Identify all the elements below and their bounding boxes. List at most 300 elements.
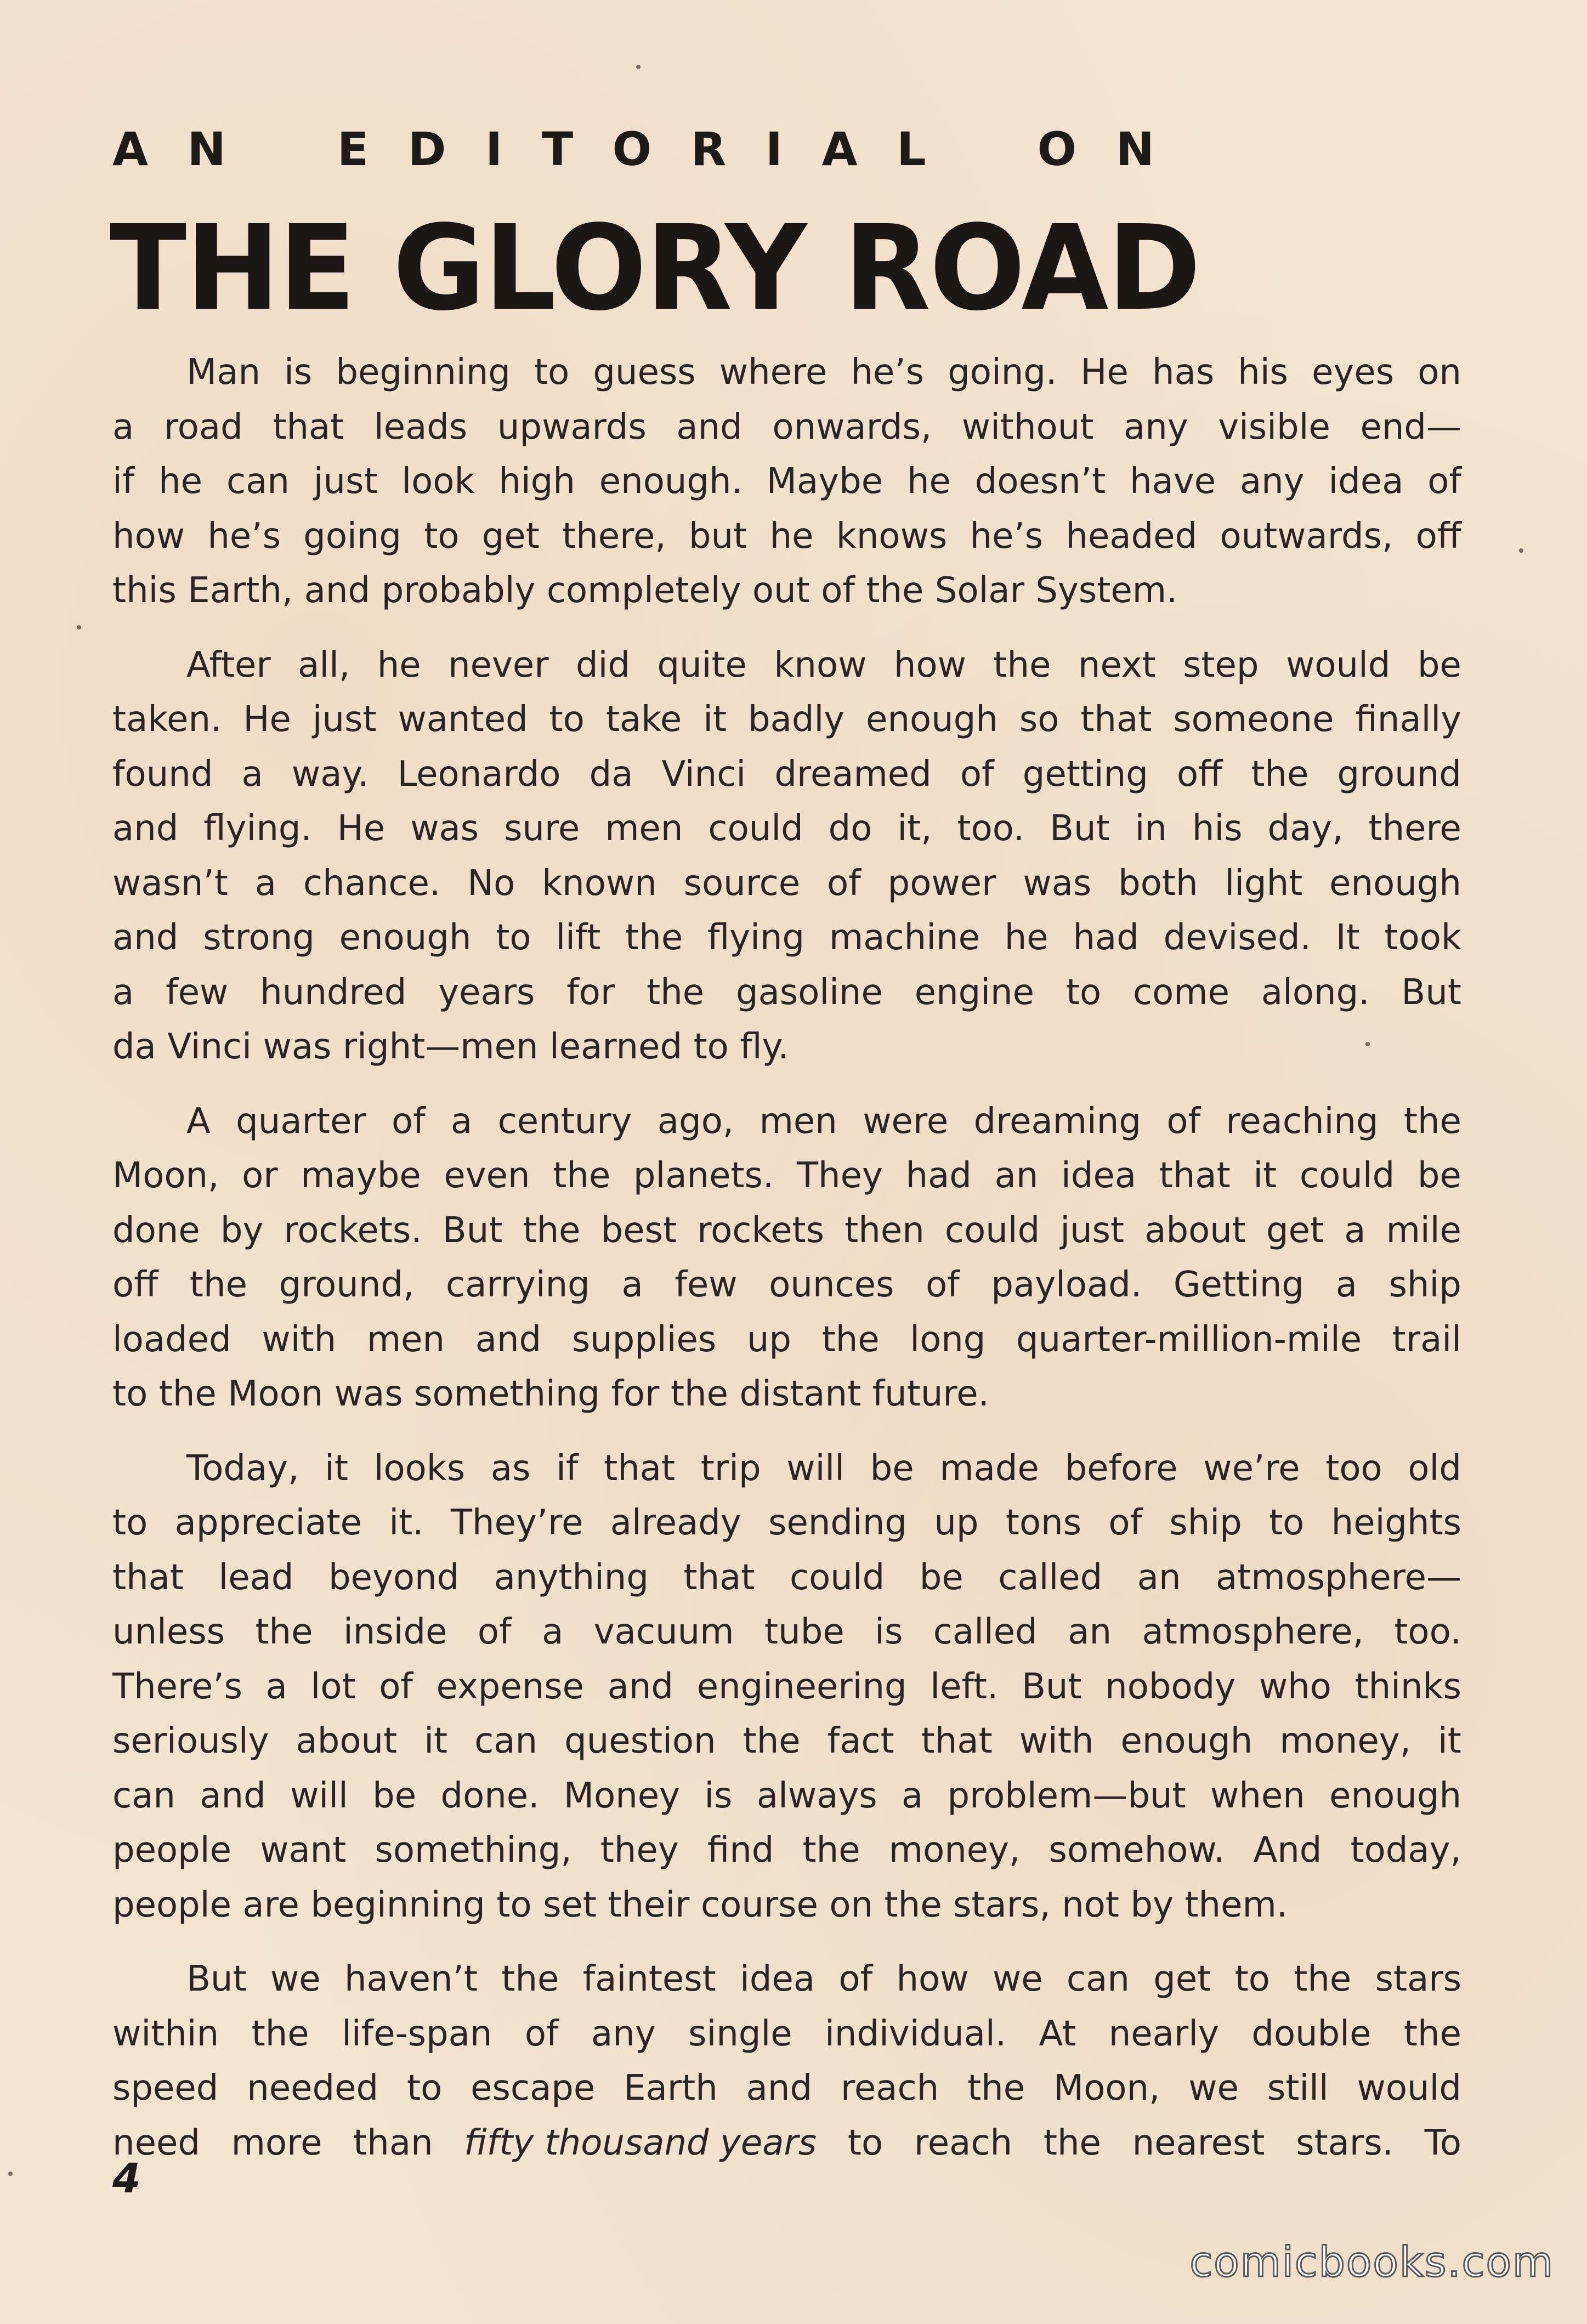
word: done. [440, 1775, 540, 1816]
word: stars [1375, 1959, 1461, 1999]
word: They’re [450, 1503, 583, 1543]
kicker-heading [112, 122, 1154, 177]
word: always [756, 1775, 877, 1816]
word: his [1192, 808, 1243, 849]
word: to [1269, 1503, 1305, 1543]
word: sure [504, 808, 580, 849]
word: would [1285, 644, 1391, 685]
word: never [448, 644, 549, 685]
word: source [683, 863, 801, 904]
word: he [158, 461, 203, 502]
word: the [743, 1721, 801, 1761]
word: and [112, 808, 179, 849]
word: learned [549, 1027, 683, 1067]
word: a [254, 863, 276, 904]
word: it, [897, 808, 932, 849]
word: It [1335, 917, 1360, 958]
word: enough [1329, 1775, 1461, 1816]
word: he [906, 461, 951, 502]
word: we [270, 1959, 321, 1999]
word: To [1424, 2122, 1461, 2163]
word: did [576, 644, 631, 685]
word: reaching [1226, 1101, 1379, 1142]
word: supplies [571, 1319, 717, 1360]
word: has [1152, 352, 1215, 393]
text-line [112, 1605, 1461, 1660]
word: about [1144, 1210, 1246, 1251]
word: the [625, 917, 683, 958]
word: and [304, 570, 371, 611]
word: the [1403, 1101, 1461, 1142]
word: machine [829, 917, 980, 958]
word: guess [593, 352, 696, 393]
word: how [112, 515, 185, 557]
word: eyes [1312, 352, 1395, 393]
word: devised. [1163, 917, 1311, 958]
text-line [112, 1714, 1461, 1769]
word: tons [1005, 1503, 1082, 1543]
word: the [523, 1210, 581, 1251]
word: can [474, 1721, 538, 1761]
word: had [905, 1155, 972, 1196]
article-body [112, 345, 1461, 2170]
word: badly [748, 699, 845, 740]
word: of [1166, 1101, 1200, 1142]
word: Man [186, 352, 260, 393]
word: them. [1184, 1884, 1288, 1925]
word: do [828, 808, 872, 849]
word: quarter-million-mile [1016, 1319, 1362, 1360]
word: best [600, 1210, 677, 1251]
word: off [1176, 753, 1223, 795]
word: long [910, 1319, 986, 1360]
word: more [231, 2122, 322, 2163]
word: people [112, 1884, 231, 1925]
text-line [112, 1496, 1461, 1551]
word: carrying [446, 1265, 590, 1305]
word: At [1039, 2013, 1076, 2054]
word: step [1183, 644, 1259, 685]
word: people [112, 1830, 231, 1870]
word: Leonardo [397, 753, 561, 795]
word: nobody [1105, 1666, 1236, 1707]
kicker-letter: I [765, 122, 783, 176]
word: ship [1388, 1265, 1461, 1305]
word: idea [740, 1959, 815, 1999]
word: planets. [633, 1155, 774, 1196]
word: upwards [497, 406, 647, 447]
word: century [497, 1101, 632, 1142]
word: the [821, 1319, 880, 1360]
word: road [163, 406, 243, 447]
word: dreaming [973, 1101, 1141, 1142]
text-line [112, 564, 1461, 619]
word: anything [494, 1557, 649, 1598]
paragraph-gap [112, 1932, 1461, 1952]
word: expense [436, 1666, 584, 1707]
word: a [451, 1101, 473, 1142]
word: and [676, 406, 743, 447]
word: money, [1279, 1721, 1411, 1761]
word: to [424, 515, 460, 557]
word: they [600, 1830, 679, 1870]
paper-speck [8, 2172, 13, 2176]
word: of [827, 863, 861, 904]
word: there [1368, 808, 1461, 849]
word: fact [827, 1721, 894, 1761]
word: there, [562, 515, 666, 557]
word: light [1225, 863, 1303, 904]
word: can [226, 461, 290, 502]
word: is [704, 1775, 733, 1816]
word: idea [1328, 461, 1404, 502]
word: with [262, 1319, 337, 1360]
word: within [112, 2013, 219, 2054]
word: so [1019, 699, 1059, 740]
word: the [158, 1374, 217, 1414]
text-line [112, 1095, 1461, 1149]
word: trip [700, 1448, 761, 1489]
text-line [112, 857, 1461, 911]
word: lead [218, 1557, 294, 1598]
word: would [1357, 2068, 1461, 2108]
word: an [994, 1155, 1039, 1196]
word: off [1415, 515, 1461, 557]
word: Earth, [188, 570, 293, 611]
word: left. [930, 1666, 999, 1707]
word: take [605, 699, 682, 740]
text-line [112, 1149, 1461, 1204]
word: He [243, 699, 291, 740]
word: future. [872, 1374, 989, 1414]
word: outwards, [1220, 515, 1393, 557]
word: or [242, 1155, 278, 1196]
paragraph-gap [112, 1422, 1461, 1442]
text-line [112, 1204, 1461, 1259]
word: of [477, 1612, 512, 1652]
word: it. [389, 1503, 424, 1543]
word: But [1050, 808, 1110, 849]
word: enough [866, 699, 998, 740]
word: it [424, 1721, 448, 1761]
kicker-letter: O [612, 122, 652, 176]
word: be [1417, 644, 1461, 685]
word: the [1403, 2013, 1461, 2054]
word: a [901, 1775, 923, 1816]
word: an [1137, 1557, 1181, 1598]
word: we [1188, 2068, 1239, 2108]
word: maybe [301, 1155, 421, 1196]
word: of [926, 1265, 960, 1305]
kicker-letter: E [337, 122, 369, 176]
word: visible [1218, 406, 1330, 447]
word: atmosphere, [1142, 1612, 1364, 1652]
word: flying [707, 917, 805, 958]
word: trail [1392, 1319, 1461, 1360]
kicker-letter: A [112, 122, 149, 176]
word: course [700, 1884, 818, 1925]
word: today, [1350, 1830, 1461, 1870]
word: come [1132, 972, 1230, 1013]
word: wasn’t [112, 863, 228, 904]
word: getting [1022, 753, 1148, 795]
word: hundred [260, 972, 407, 1013]
word: He [1080, 352, 1129, 393]
word: be [372, 1775, 417, 1816]
word: have [1130, 461, 1216, 502]
word: up [746, 1319, 791, 1360]
word: engine [914, 972, 1034, 1013]
word: any [1124, 406, 1188, 447]
word: lift [556, 917, 601, 958]
word: something [414, 1374, 600, 1414]
word: he’s [970, 515, 1044, 557]
word: the [884, 1884, 942, 1925]
kicker-letter: I [485, 122, 503, 176]
text-line [112, 345, 1461, 400]
word: will [786, 1448, 844, 1489]
kicker-letter: N [187, 122, 226, 176]
word: look [401, 461, 475, 502]
word: ounces [769, 1265, 894, 1305]
word: dreamed [774, 753, 932, 795]
word: be [870, 1448, 914, 1489]
word: even [444, 1155, 530, 1196]
word: needed [247, 2068, 379, 2108]
word: a [542, 1612, 564, 1652]
word: the [802, 1830, 860, 1870]
word: up [934, 1503, 979, 1543]
word: already [610, 1503, 741, 1543]
word: mile [1386, 1210, 1461, 1251]
word: by [1130, 1884, 1174, 1925]
word: by [220, 1210, 264, 1251]
word: rockets [697, 1210, 825, 1251]
word: too. [957, 808, 1025, 849]
word: single [688, 2013, 792, 2054]
word: of [524, 2013, 559, 2054]
word: tube [764, 1612, 844, 1652]
word: speed [112, 2068, 219, 2108]
word: it [1438, 1721, 1461, 1761]
word: thinks [1354, 1666, 1461, 1707]
word: probably [381, 570, 536, 611]
word: unless [112, 1612, 225, 1652]
word: the [255, 1612, 313, 1652]
word: on [1418, 352, 1461, 393]
word: the [553, 1155, 611, 1196]
word: going [303, 515, 401, 557]
word: distant [739, 1374, 861, 1414]
word: Money [563, 1775, 681, 1816]
word: onwards, [772, 406, 932, 447]
word: to [1065, 972, 1102, 1013]
word: flying. [203, 808, 312, 849]
word: gasoline [736, 972, 883, 1013]
word: beyond [328, 1557, 460, 1598]
word: day, [1267, 808, 1344, 849]
word: before [1064, 1448, 1178, 1489]
word: and [607, 1666, 674, 1707]
word: the [189, 1265, 247, 1305]
word: out [752, 570, 810, 611]
text-line [112, 1660, 1461, 1715]
watermark: comicbooks.com [1189, 2237, 1554, 2286]
word: heights [1331, 1503, 1461, 1543]
word: chance. [303, 863, 441, 904]
word: reach [840, 2068, 939, 2108]
word: was [1023, 863, 1092, 904]
word: will [290, 1775, 348, 1816]
word: that [112, 1557, 184, 1598]
word: be [1417, 1155, 1461, 1196]
word: not [1062, 1884, 1119, 1925]
word: headed [1065, 515, 1198, 557]
text-line [112, 1020, 1461, 1075]
word: how [893, 644, 966, 685]
text-line [112, 1823, 1461, 1878]
word: the [993, 644, 1051, 685]
word: for [611, 1374, 660, 1414]
text-line [112, 2007, 1461, 2062]
word: want [260, 1830, 347, 1870]
word: He [337, 808, 386, 849]
word: we’re [1203, 1448, 1300, 1489]
word: sending [768, 1503, 907, 1543]
text-line [112, 1952, 1461, 2007]
word: After [186, 644, 271, 685]
word: idea [1061, 1155, 1137, 1196]
word: a [241, 753, 263, 795]
word: set [543, 1884, 597, 1925]
word: Earth [624, 2068, 718, 2108]
word: double [1251, 2013, 1371, 2054]
word: wanted [398, 699, 528, 740]
word: then [844, 1210, 925, 1251]
word: could [944, 1210, 1040, 1251]
word: an [1068, 1612, 1112, 1652]
word: of [391, 1101, 426, 1142]
word: faintest [582, 1959, 716, 1999]
word: just [313, 461, 378, 502]
word: Today, [186, 1448, 299, 1489]
word: going. [948, 352, 1057, 393]
word: on [829, 1884, 874, 1925]
word: quarter [236, 1101, 366, 1142]
word: stars. [1296, 2122, 1393, 2163]
word: about [296, 1721, 398, 1761]
word: is [284, 352, 313, 393]
word: But [186, 1959, 247, 1999]
word: enough [339, 917, 472, 958]
word: high [498, 461, 575, 502]
word: was [410, 808, 479, 849]
word: ago, [657, 1101, 734, 1142]
word: Vinci [661, 753, 746, 795]
word: to [496, 917, 531, 958]
word: he [1004, 917, 1048, 958]
word: know [774, 644, 867, 685]
word: was [334, 1374, 403, 1414]
word: enough. [599, 461, 743, 502]
kicker-letter: D [407, 122, 446, 176]
word: known [542, 863, 657, 904]
word: when [1210, 1775, 1305, 1816]
word: was [263, 1027, 332, 1067]
word: the [967, 2068, 1025, 2108]
word: it [703, 699, 727, 740]
word: end— [1360, 406, 1461, 447]
paper-speck [77, 625, 81, 630]
word: a [112, 972, 134, 1013]
word: than [353, 2122, 433, 2163]
word: just [312, 699, 377, 740]
word: that [604, 1448, 676, 1489]
word: haven’t [344, 1959, 478, 1999]
word: Moon [228, 1374, 324, 1414]
word: strong [203, 917, 315, 958]
word: Maybe [766, 461, 883, 502]
word: enough [1329, 863, 1461, 904]
word: that [921, 1721, 993, 1761]
word: were [863, 1101, 949, 1142]
word: men [366, 1319, 445, 1360]
word: with [1019, 1721, 1094, 1761]
word: called [998, 1557, 1103, 1598]
word: any [591, 2013, 656, 2054]
word: of [1427, 461, 1461, 502]
word: be [919, 1557, 963, 1598]
kicker-letter: L [897, 122, 926, 176]
word: someone [1173, 699, 1334, 740]
word: nearest [1132, 2122, 1265, 2163]
word: the [1043, 2122, 1101, 2163]
word: that [683, 1557, 755, 1598]
word: men [605, 808, 683, 849]
word: ground [1337, 753, 1461, 795]
word: a [1344, 1210, 1366, 1251]
text-line [112, 1367, 1461, 1422]
word: doesn’t [974, 461, 1106, 502]
word: but [689, 515, 747, 557]
word: something, [375, 1830, 572, 1870]
text-line [112, 638, 1461, 693]
word: beginning [336, 352, 511, 393]
word: as [490, 1448, 531, 1489]
word: nearly [1108, 2013, 1219, 2054]
word: right—men [342, 1027, 539, 1067]
word: the [1294, 1959, 1352, 1999]
word: fly. [740, 1027, 789, 1067]
word: quite [657, 644, 747, 685]
word: to [112, 1374, 148, 1414]
word: looks [373, 1448, 466, 1489]
word: But [1401, 972, 1461, 1013]
word: atmosphere— [1216, 1557, 1461, 1598]
word: vacuum [593, 1612, 734, 1652]
word: of [960, 753, 994, 795]
word: ground, [279, 1265, 415, 1305]
kicker-space [265, 122, 298, 177]
paper-speck [1519, 548, 1523, 553]
word: da [589, 753, 633, 795]
word: called [933, 1612, 1038, 1652]
word: the [501, 1959, 559, 1999]
word: how [896, 1959, 969, 1999]
word: Getting [1173, 1265, 1305, 1305]
word: of [821, 570, 855, 611]
word: if [556, 1448, 579, 1489]
